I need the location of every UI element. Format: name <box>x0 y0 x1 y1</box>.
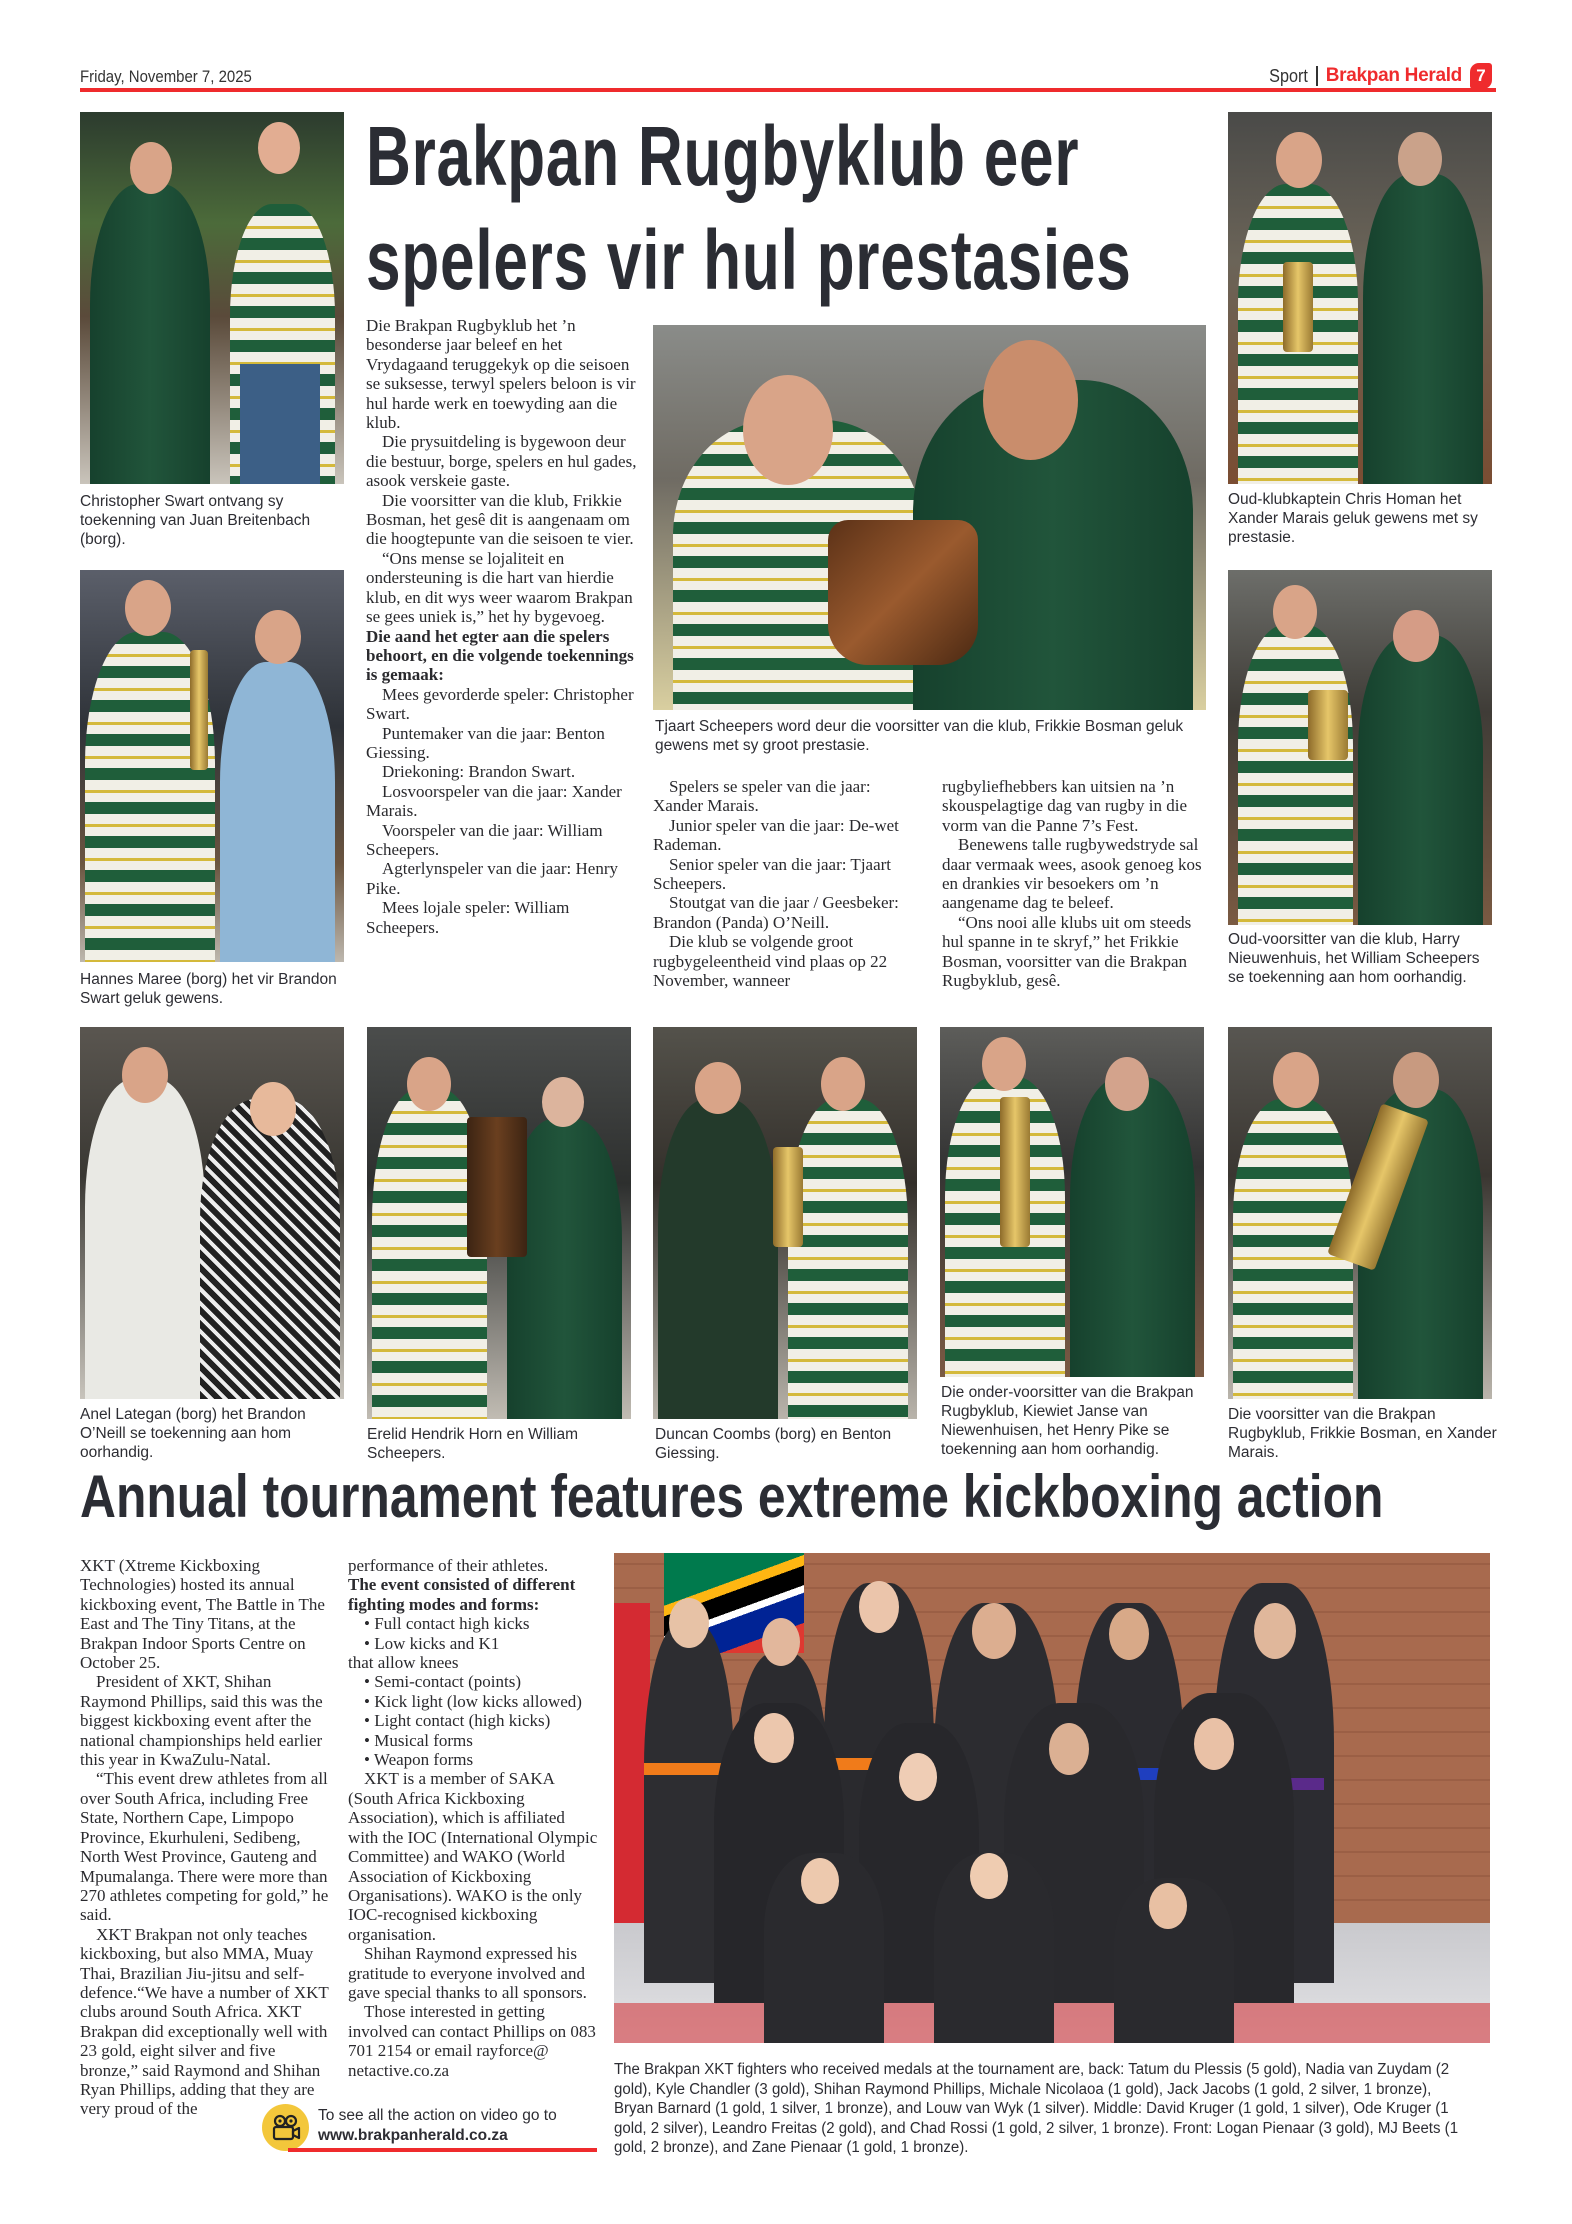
photo-frikkie-bosman-xander <box>1228 1027 1492 1399</box>
paragraph: Puntemaker van die jaar: Benton Giessing. <box>366 723 605 762</box>
paragraph: Die aand het egter aan die spelers behoort, en die volgende toekennings is gemaak: <box>366 626 634 685</box>
paragraph: “Ons nooi alle klubs uit om steeds hul spanne in te skryf,” het Frikkie Bosman, voorsitter van die Brakpan Rugbyklub, gesê. <box>942 912 1192 991</box>
photo-caption: Tjaart Scheepers word deur die voorsitter van die klub, Frikkie Bosman geluk gewens met sy groot prestasie. <box>655 718 1184 754</box>
paragraph: Mees lojale speler: William Scheepers. <box>366 898 570 937</box>
paragraph: XKT (Xtreme Kickboxing Technologies) hosted its annual kickboxing event, The Battle in The East and The Tiny Titans, at the Brakpan Indoor Sports Centre on October 25. <box>80 1556 325 1673</box>
paragraph: • Semi-contact (points) <box>364 1672 522 1692</box>
article-body-column-3 <box>942 777 1210 990</box>
photo-hendrik-horn <box>367 1027 631 1419</box>
section-label: Sport <box>1268 65 1308 86</box>
photo-tjaart-scheepers <box>653 325 1206 710</box>
paragraph: Junior speler van die jaar: De-wet Rademan. <box>653 815 899 855</box>
photo-caption: Hannes Maree (borg) het vir Brandon Swart geluk gewens. <box>80 971 337 1007</box>
article-body-column-1 <box>366 316 642 937</box>
paragraph: Die voorsitter van die klub, Frikkie Bosman, het gesê dit is aangenaam om die hoogtepunte van die seisoen te vier. <box>366 490 634 549</box>
paragraph: Losvoorspeler van die jaar: Xander Marais. <box>366 781 622 821</box>
video-camera-icon <box>262 2104 309 2151</box>
photo-caption: Duncan Coombs (borg) en Benton Giessing. <box>655 1426 892 1462</box>
paragraph: performance of their athletes. <box>348 1556 549 1575</box>
photo-christopher-swart <box>80 112 344 484</box>
paragraph: Shihan Raymond expressed his gratitude to everyone involved and gave special thanks to all sponsors. <box>348 1944 587 2002</box>
photo-william-scheepers-nieuwenhuis <box>1228 570 1492 925</box>
promo-text: To see all the action on video go to <box>318 2107 557 2124</box>
paragraph: Stoutgat van die jaar / Geesbeker: Brandon (Panda) O’Neill. <box>653 893 899 932</box>
paragraph: • Full contact high kicks <box>364 1614 530 1634</box>
paragraph: Benewens talle rugbywedstryde sal daar vermaak wees, asook genoeg kos en drankies vir besoekers om ’n aangename dag te beleef. <box>942 835 1202 913</box>
photo-benton-giessing <box>653 1027 917 1419</box>
paragraph: • Musical forms <box>364 1730 473 1750</box>
article-body-column-2 <box>348 1556 598 2080</box>
article-body-column-1 <box>80 1556 330 2119</box>
paragraph: • Weapon forms <box>364 1750 474 1770</box>
paper-name: Brakpan Herald <box>1325 65 1462 86</box>
paragraph: “This event drew athletes from all over South Africa, including Free State, Northern Cape, Limpopo Province, Ekurhuleni, Sedibeng, North West Province, Gauteng and Mpumalanga. There were more than 270 athletes competing for gold,” he said. <box>80 1769 329 1925</box>
headline: Brakpan Rugbyklub eer spelers vir hul prestasies <box>366 109 1132 307</box>
paragraph: XKT Brakpan not only teaches kickboxing, but also MMA, Muay Thai, Brazilian Jiu-jitsu and self-defence.“We have a number of XKT clubs around South Africa. XKT Brakpan did exceptionally well with 23 gold, eight silver and five bronze,” said Raymond and Shihan Ryan Phillips, adding that they are very proud of the <box>80 1924 329 2119</box>
paragraph: Die Brakpan Rugbyklub het ’n besonderse jaar beleef en het Vrydagaand teruggekyk op die seisoen se suksesse, terwyl spelers beloon is vir hul harde werk en toewyding aan die klub. <box>366 316 636 433</box>
paragraph: that allow knees <box>348 1653 459 1673</box>
article-body-column-2 <box>653 777 918 990</box>
header-rule <box>80 88 1496 92</box>
photo-caption: Oud-voorsitter van die klub, Harry Nieuwenhuis, het William Scheepers se toekenning aan hom oorhandig. <box>1228 931 1480 986</box>
paragraph: Spelers se speler van die jaar: Xander Marais. <box>653 777 871 816</box>
divider <box>1316 66 1318 86</box>
paragraph: rugbyliefhebbers kan uitsien na ’n skouspelagtige dag van rugby in die vorm van die Panne 7’s Fest. <box>942 777 1188 835</box>
photo-caption: Anel Lategan (borg) het Brandon O’Neill se toekenning aan hom oorhandig. <box>80 1406 306 1461</box>
paragraph: President of XKT, Shihan Raymond Phillips, said this was the biggest kickboxing event after the national championships held earlier this year in KwaZulu-Natal. <box>80 1672 323 1770</box>
paragraph: • Low kicks and K1 <box>364 1633 500 1653</box>
paragraph: Mees gevorderde speler: Christopher Swart. <box>366 684 634 724</box>
masthead-right <box>1267 63 1492 89</box>
page-number-badge: 7 <box>1470 63 1492 89</box>
photo-caption: Christopher Swart ontvang sy toekenning van Juan Breitenbach (borg). <box>80 493 311 548</box>
photo-caption: The Brakpan XKT fighters who received medals at the tournament are, back: Tatum du Plessis (5 gold), Nadia van Zuydam (2 gold), Kyle Chandler (3 gold), Shihan Raymond Phillips, Michale Nicolaoa (1 gold), Jack Jacobs (1 gold, 2 silver, 1 bronze), Bryan Barnard (1 gold, 1 silver, 1 bronze), and Louw van Wyk (1 silver). Middle: David Kruger (1 gold, 1 silver), Ode Kruger (1 gold, 2 silver), Leandro Freitas (2 gold), and Chad Rossi (1 gold, 2 silver, 1 bronze). Front: Logan Pienaar (3 gold), MJ Beets (1 gold, 2 bronze), and Zane Pienaar (1 gold, 1 bronze). <box>614 2061 1459 2156</box>
promo-underline <box>288 2148 597 2152</box>
photo-henry-pike <box>940 1027 1204 1377</box>
paragraph: Die prysuitdeling is bygewoon deur die bestuur, borge, spelers en hul gades, asook verskeie gaste. <box>366 432 637 491</box>
paragraph: Those interested in getting involved can contact Phillips on 083 701 2154 or email rayforce@ netactive.co.za <box>348 2002 596 2080</box>
video-promo <box>262 2104 597 2146</box>
paragraph: Die klub se volgende groot rugbygeleentheid vind plaas op 22 November, wanneer <box>653 932 888 991</box>
issue-date: Friday, November 7, 2025 <box>80 67 252 86</box>
paragraph: “Ons mense se lojaliteit en ondersteuning is die hart van hierdie klub, en dit wys weer waarom Brakpan se gees uniek is,” het hy bygevoeg. <box>366 548 633 627</box>
photo-caption: Oud-klubkaptein Chris Homan het Xander Marais geluk gewens met sy prestasie. <box>1228 491 1478 546</box>
website-link[interactable]: www.brakpanherald.co.za <box>318 2127 508 2144</box>
photo-caption: Die voorsitter van die Brakpan Rugbyklub, Frikkie Bosman, en Xander Marais. <box>1228 1406 1497 1461</box>
paragraph: Agterlynspeler van die jaar: Henry Pike. <box>366 859 619 898</box>
photo-caption: Erelid Hendrik Horn en William Scheepers. <box>367 1426 579 1462</box>
photo-xander-marais-homan <box>1228 112 1492 484</box>
paragraph: Voorspeler van die jaar: William Scheepers. <box>366 820 603 859</box>
paragraph: The event consisted of different fighting modes and forms: <box>348 1575 576 1614</box>
photo-brandon-oneill <box>80 1027 344 1399</box>
photo-brandon-swart <box>80 570 344 962</box>
paragraph: • Light contact (high kicks) <box>364 1711 551 1731</box>
headline: Annual tournament features extreme kickboxing action <box>80 1463 1384 1530</box>
photo-caption: Die onder-voorsitter van die Brakpan Rugbyklub, Kiewiet Janse van Niewenhuisen, het Henry Pike se toekenning aan hom oorhandig. <box>941 1384 1194 1458</box>
photo-xkt-fighters <box>614 1553 1490 2043</box>
paragraph: • Kick light (low kicks allowed) <box>364 1691 582 1711</box>
paragraph: Driekoning: Brandon Swart. <box>382 762 576 782</box>
paragraph: Senior speler van die jaar: Tjaart Scheepers. <box>653 854 892 894</box>
paragraph: XKT is a member of SAKA (South Africa Kickboxing Association), which is affiliated with the IOC (International Olympic Committee) and WAKO (World Association of Kickboxing Organisations). WAKO is the only IOC-recognised kickboxing organisation. <box>348 1769 598 1944</box>
